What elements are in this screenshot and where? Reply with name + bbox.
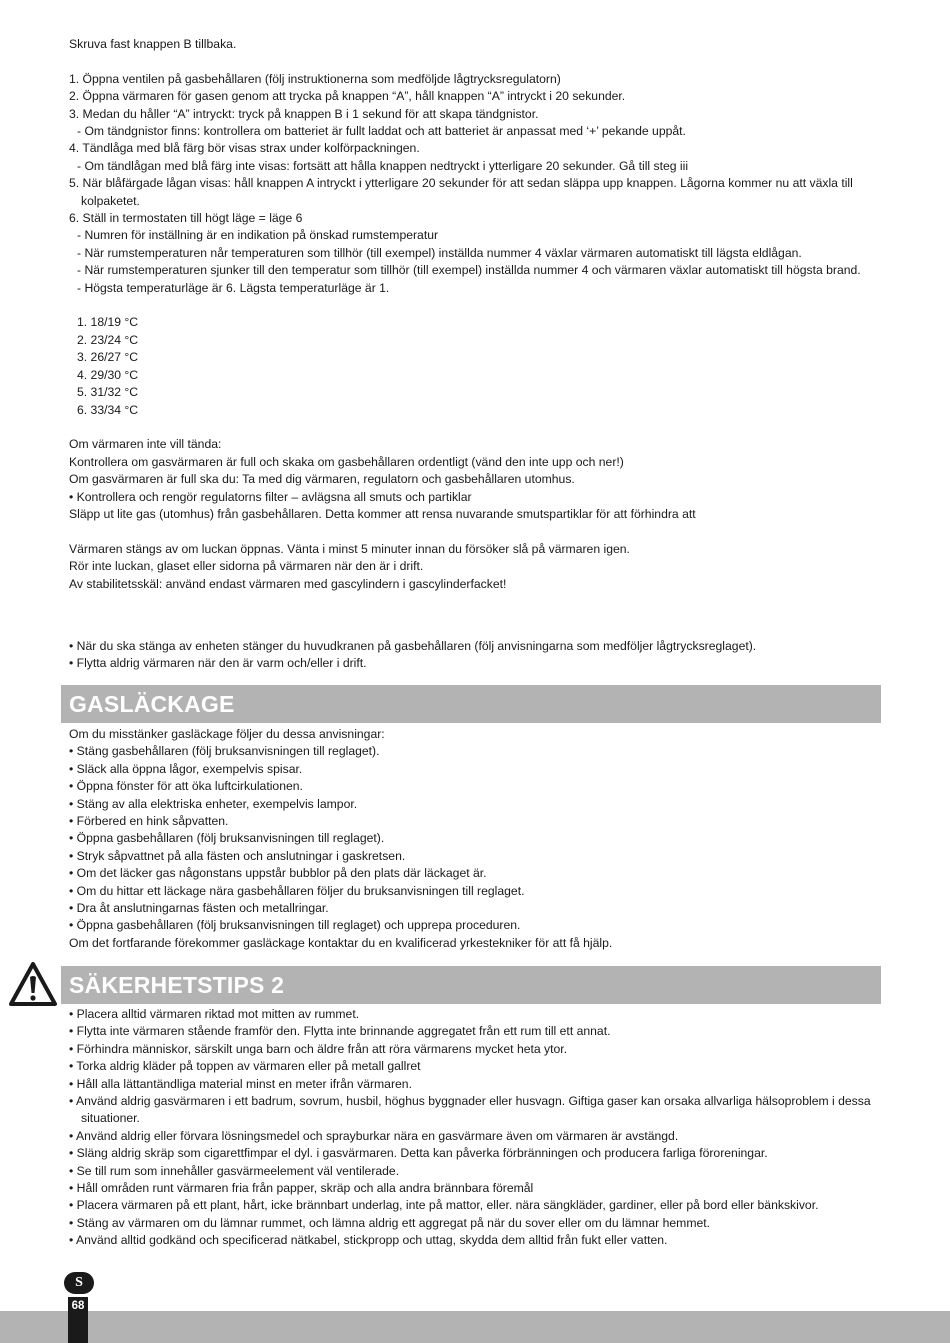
troubleshoot-line-2: Kontrollera om gasvärmaren är full och skaka om gasbehållaren ordentligt (vänd den inte upp och ner!) xyxy=(69,454,624,469)
gas-leak-line: Om du misstänker gasläckage följer du dessa anvisningar: xyxy=(69,727,385,741)
safety-line: • Placera alltid värmaren riktad mot mitten av rummet. xyxy=(69,1007,360,1021)
gas-leak-heading: GASLÄCKAGE xyxy=(61,685,881,723)
safety-line: • Använd aldrig eller förvara lösningsmedel och sprayburkar nära en gasvärmare även om värmaren är avstängd. xyxy=(69,1128,679,1143)
troubleshoot-line-1: Om värmaren inte vill tända: xyxy=(69,437,222,452)
safety-line: • Se till rum som innehåller gasvärmeelement väl ventilerade. xyxy=(69,1163,400,1178)
temp-level-6: 6. 33/34 °C xyxy=(77,402,139,417)
step-1: 1. Öppna ventilen på gasbehållaren (följ instruktionerna som medföljde lågtrycksregulatorn) xyxy=(69,71,561,86)
closing-notes xyxy=(69,638,884,673)
operating-instructions xyxy=(69,36,884,593)
safety-tips-heading: SÄKERHETSTIPS 2 xyxy=(61,966,881,1004)
step-3: 3. Medan du håller “A” intryckt: tryck på knappen B i 1 sekund för att skapa tändgnistor. xyxy=(69,106,539,121)
temp-level-2: 2. 23/24 °C xyxy=(77,332,139,347)
gas-leak-line: • Stryk såpvattnet på alla fästen och anslutningar i gaskretsen. xyxy=(69,848,406,863)
temp-level-1: 1. 18/19 °C xyxy=(77,315,139,330)
gas-leak-line: • Förbered en hink såpvatten. xyxy=(69,814,229,829)
safety-line: • Håll områden runt värmaren fria från papper, skräp och alla andra brännbara föremål xyxy=(69,1181,534,1196)
step-6-note-2: - När rumstemperaturen når temperaturen som tillhör (till exempel) inställda nummer 4 växlar värmaren automatiskt till lägsta eldlågan. xyxy=(77,245,802,260)
closing-line-1: • När du ska stänga av enheten stänger du huvudkranen på gasbehållaren (följ anvisningarna som medföljer lågtrycksreglaget). xyxy=(69,639,757,653)
safety-line: • Torka aldrig kläder på toppen av värmaren eller på metall gallret xyxy=(69,1059,421,1074)
gas-leak-line: • Dra åt anslutningarnas fästen och metallringar. xyxy=(69,901,329,916)
step-6-note-3: - När rumstemperaturen sjunker till den temperatur som tillhör (till exempel) inställda nummer 4 och värmaren växlar automatiskt till högsta brand. xyxy=(77,263,861,278)
step-2: 2. Öppna värmaren för gasen genom att trycka på knappen “A”, håll knappen “A” intryckt i 20 sekunder. xyxy=(69,89,626,104)
safety-line: • Släng aldrig skräp som cigarettfimpar el dyl. i gasvärmaren. Detta kan påverka förbränningen och producera farliga föroreningar. xyxy=(69,1146,768,1161)
step-6: 6. Ställ in termostaten till högt läge = läge 6 xyxy=(69,211,303,226)
intro-line: Skruva fast knappen B tillbaka. xyxy=(69,37,237,51)
step-5: 5. När blåfärgade lågan visas: håll knappen A intryckt i ytterligare 20 sekunder för att sedan släppa upp knappen. Lågorna kommer nu att växla till kolpaketet. xyxy=(69,176,853,208)
warning-triangle-icon xyxy=(8,961,58,1007)
temp-level-3: 3. 26/27 °C xyxy=(77,350,139,365)
troubleshoot-line-3: Om gasvärmaren är full ska du: Ta med dig värmaren, regulatorn och gasbehållaren utomhus. xyxy=(69,472,575,487)
gas-leak-list xyxy=(69,726,884,952)
step-6-note-1: - Numren för inställning är en indikation på önskad rumstemperatur xyxy=(77,228,439,243)
safety-line: • Placera värmaren på ett plant, hårt, icke brännbart underlag, inte på mattor, eller. nära sängkläder, gardiner, eller på bord eller bänkskivor. xyxy=(69,1198,819,1213)
door-line-3: Av stabilitetsskäl: använd endast värmaren med gascylindern i gascylinderfacket! xyxy=(69,576,507,591)
safety-tips-list xyxy=(69,1006,884,1250)
page-number: 68 xyxy=(68,1297,88,1343)
closing-line-2: • Flytta aldrig värmaren när den är varm och/eller i drift. xyxy=(69,656,367,671)
gas-leak-line: • Stäng av alla elektriska enheter, exempelvis lampor. xyxy=(69,796,358,811)
temp-level-4: 4. 29/30 °C xyxy=(77,367,139,382)
gas-leak-line: • Öppna fönster för att öka luftcirkulationen. xyxy=(69,779,303,794)
temp-level-5: 5. 31/32 °C xyxy=(77,385,139,400)
safety-line: • Använd alltid godkänd och specificerad nätkabel, stickpropp och uttag, skydda dem alltid från fukt eller vatten. xyxy=(69,1233,668,1248)
step-4: 4. Tändlåga med blå färg bör visas strax under kolförpackningen. xyxy=(69,141,420,156)
safety-line: • Flytta inte värmaren stående framför den. Flytta inte brinnande aggregatet från ett rum till ett annat. xyxy=(69,1024,611,1039)
troubleshoot-line-5: Släpp ut lite gas (utomhus) från gasbehållaren. Detta kommer att rensa nuvarande smutspartiklar för att förhindra att xyxy=(69,506,696,521)
gas-leak-line: • Stäng gasbehållaren (följ bruksanvisningen till reglaget). xyxy=(69,744,380,759)
safety-line: • Stäng av värmaren om du lämnar rummet, och lämna aldrig ett aggregat på när du sover eller om du lämnar hemmet. xyxy=(69,1215,711,1230)
troubleshoot-line-4: • Kontrollera och rengör regulatorns filter – avlägsna all smuts och partiklar xyxy=(69,489,472,504)
gas-leak-line: • Öppna gasbehållaren (följ bruksanvisningen till reglaget) och upprepa proceduren. xyxy=(69,918,521,933)
gas-leak-line: • Om det läcker gas någonstans uppstår bubblor på den plats där läckaget är. xyxy=(69,866,487,881)
gas-leak-line: • Släck alla öppna lågor, exempelvis spisar. xyxy=(69,761,303,776)
gas-leak-line: • Om du hittar ett läckage nära gasbehållaren följer du bruksanvisningen till reglaget. xyxy=(69,883,525,898)
safety-line: • Förhindra människor, särskilt unga barn och äldre från att röra värmarens mycket heta ytor. xyxy=(69,1041,568,1056)
step-3-note: - Om tändgnistor finns: kontrollera om batteriet är fullt laddat och att batteriet är anpassat med ‘+’ pekande uppåt. xyxy=(77,124,686,139)
step-4-note: - Om tändlågan med blå färg inte visas: fortsätt att hålla knappen nedtryckt i ytterligare 20 sekunder. Gå till steg iii xyxy=(77,158,689,173)
gas-leak-line: Om det fortfarande förekommer gasläckage kontaktar du en kvalificerad yrkestekniker för att få hjälp. xyxy=(69,935,613,950)
door-line-1: Värmaren stängs av om luckan öppnas. Vänta i minst 5 minuter innan du försöker slå på värmaren igen. xyxy=(69,541,630,556)
footer-bar xyxy=(0,1311,950,1343)
gas-leak-line: • Öppna gasbehållaren (följ bruksanvisningen till reglaget). xyxy=(69,831,385,846)
safety-line: • Använd aldrig gasvärmaren i ett badrum, sovrum, husbil, höghus byggnader eller husvagn. Giftiga gaser kan orsaka allvarliga hälsoproblem i dessa situationer. xyxy=(69,1094,871,1126)
door-line-2: Rör inte luckan, glaset eller sidorna på värmaren när den är i drift. xyxy=(69,559,424,574)
language-badge: S xyxy=(64,1272,94,1294)
step-6-note-4: - Högsta temperaturläge är 6. Lägsta temperaturläge är 1. xyxy=(77,280,390,295)
safety-line: • Håll alla lättantändliga material minst en meter ifrån värmaren. xyxy=(69,1076,412,1091)
